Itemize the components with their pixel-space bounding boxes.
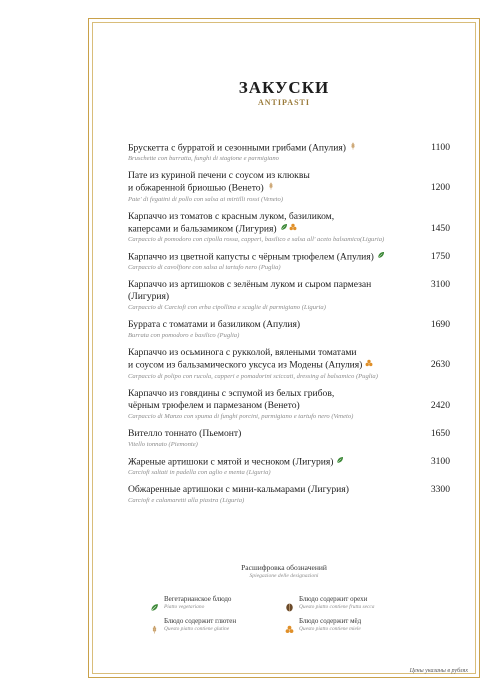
menu-item <box>128 251 450 272</box>
menu-item-price: 3100 <box>430 279 450 291</box>
menu-item <box>128 211 450 244</box>
menu-item-description: Carpaccio di polipo con rucola, capperi e pomadorini sciccati, dressing al balsamico (Puglia) <box>128 372 378 380</box>
menu-item-description: Pate' di fegatini di pollo con salsa ai mirtilli rossi (Veneto) <box>128 195 284 203</box>
menu-item-icons <box>335 456 344 468</box>
menu-item-price: 1690 <box>430 319 450 331</box>
honeycomb-icon <box>285 625 294 634</box>
menu-item-name <box>128 484 450 496</box>
menu-item-name-text: Карпаччо из говядины с эспумой из белых грибов, чёрным трюфелем и пармезаном (Венето) <box>128 387 335 411</box>
honeycomb-icon <box>365 359 373 367</box>
legend-sublabel: Questo piatto contiene miele <box>299 626 361 632</box>
legend-sublabel: Questo piatto contiene glutine <box>164 626 230 632</box>
menu-item-icons <box>279 223 297 235</box>
menu-item-name-text: Буррата с томатами и базиликом (Апулия) <box>128 319 301 331</box>
menu-item-description: Carpaccio di Carciofi con erba cipollina e scaglie di parmigiano (Liguria) <box>128 304 326 312</box>
menu-item <box>128 319 450 340</box>
menu-item-name <box>128 211 450 235</box>
menu-item-icons <box>348 142 357 154</box>
menu-item-name-text: Карпаччо из томатов с красным луком, базиликом, каперсами и бальзамиком (Лигурия) <box>128 210 335 234</box>
menu-item-name <box>128 170 450 194</box>
leaf-icon <box>150 603 159 612</box>
menu-item-name-text: Карпаччо из артишоков с зелёным луком и сыром пармезан (Лигурия) <box>128 279 372 303</box>
menu-item <box>128 456 450 477</box>
leaf-icon <box>377 251 385 259</box>
menu-item <box>128 347 450 380</box>
menu-item-name <box>128 347 450 371</box>
legend-title: Расшифровка обозначений <box>241 563 327 572</box>
menu-item-price: 3300 <box>430 483 450 495</box>
menu-item <box>128 279 450 312</box>
leaf-icon <box>336 456 344 464</box>
page-title: ЗАКУСКИ <box>238 78 330 97</box>
legend-label: Блюдо содержит мёд <box>299 617 362 625</box>
menu-item <box>128 388 450 421</box>
menu-item-price: 1100 <box>431 142 450 153</box>
menu-item-price: 1750 <box>430 250 450 262</box>
menu-item <box>128 170 450 203</box>
honeycomb-icon <box>289 223 297 231</box>
menu-item-description: Bruschette con burratta, funghi di stagione e parmigiano <box>128 155 279 163</box>
menu-item-price: 1450 <box>430 222 450 234</box>
menu-item-description: Carpaccio di Manzo con spuma di funghi porcini, parmigiano e tartufo nero (Veneto) <box>128 412 354 420</box>
menu-item-price: 2630 <box>430 359 450 371</box>
legend-label: Блюдо содержит орехи <box>299 595 368 603</box>
menu-item-name <box>128 279 450 303</box>
prices-note: Цены указаны в рублях <box>409 668 468 674</box>
menu-item-name-text: Жареные артишоки с мятой и чесноком (Лигурия) <box>128 455 334 467</box>
menu-list <box>128 142 450 512</box>
wheat-icon <box>150 625 159 634</box>
leaf-icon <box>280 223 288 231</box>
menu-item-description: Carpaccio di cavolfiore con salsa al tartufo nero (Puglia) <box>128 264 281 272</box>
menu-item-name <box>128 456 450 468</box>
menu-item-icons <box>364 359 373 371</box>
menu-item-icons <box>376 251 385 263</box>
menu-item-icons <box>266 182 275 194</box>
legend-sublabel: Piatto vegetariano <box>164 604 205 610</box>
menu-item-name-text: Карпаччо из цветной капусты с чёрным трюфелем (Апулия) <box>128 251 374 263</box>
menu-item-description: Carpaccio di pomodoro con cipolla rossa, capperi, basilico e salsa all' aceto balsamico(Liguria) <box>128 235 385 243</box>
menu-item <box>128 484 450 505</box>
menu-item-price: 1200 <box>430 182 450 194</box>
menu-item-name-text: Брускетта с бурратой и сезонными грибами (Апулия) <box>128 142 346 154</box>
legend-label: Вегетарианское блюдо <box>164 595 232 603</box>
menu-item-description: Burrata con pomodoro e basilico (Puglia) <box>128 332 240 340</box>
menu-item-name-text: Вителло тоннато (Пьемонт) <box>128 427 242 439</box>
legend-label: Блюдо содержит глютен <box>164 617 237 625</box>
menu-item <box>128 428 450 449</box>
menu-item-name <box>128 319 450 331</box>
menu-item-name <box>128 388 450 412</box>
legend-subtitle: Spiegazione delle designazioni <box>249 573 319 579</box>
menu-item-name <box>128 142 450 154</box>
menu-item-name-text: Обжаренные артишоки с мини-кальмарами (Лигурия) <box>128 483 349 495</box>
legend-sublabel: Questo piatto contiene frutta secca <box>299 604 375 610</box>
page-subtitle: ANTIPASTI <box>258 98 310 107</box>
wheat-icon <box>267 182 275 190</box>
wheat-icon <box>349 142 357 150</box>
menu-item-description: Vitello tonnato (Piemonte) <box>128 440 198 448</box>
menu-item-name-text: Пате из куриной печени с соусом из клюквы и обжаренной бриошью (Венето) <box>128 170 310 194</box>
menu-item-price: 2420 <box>430 399 450 411</box>
nut-icon <box>285 603 294 612</box>
menu-item-name-text: Карпаччо из осьминога с рукколой, вялеными томатами и соусом из бальзамического уксуса из Модены (Апулия) <box>128 347 363 371</box>
menu-item-description: Carciofi saltati in padella con aglio e menta (Liguria) <box>128 468 271 476</box>
menu-item-description: Carciofi e calamaretti alla piastra (Liguria) <box>128 496 245 504</box>
menu-item <box>128 142 450 163</box>
menu-item-price: 3100 <box>430 455 450 467</box>
menu-item-name <box>128 428 450 440</box>
menu-item-price: 1650 <box>430 427 450 439</box>
menu-item-name <box>128 251 450 263</box>
